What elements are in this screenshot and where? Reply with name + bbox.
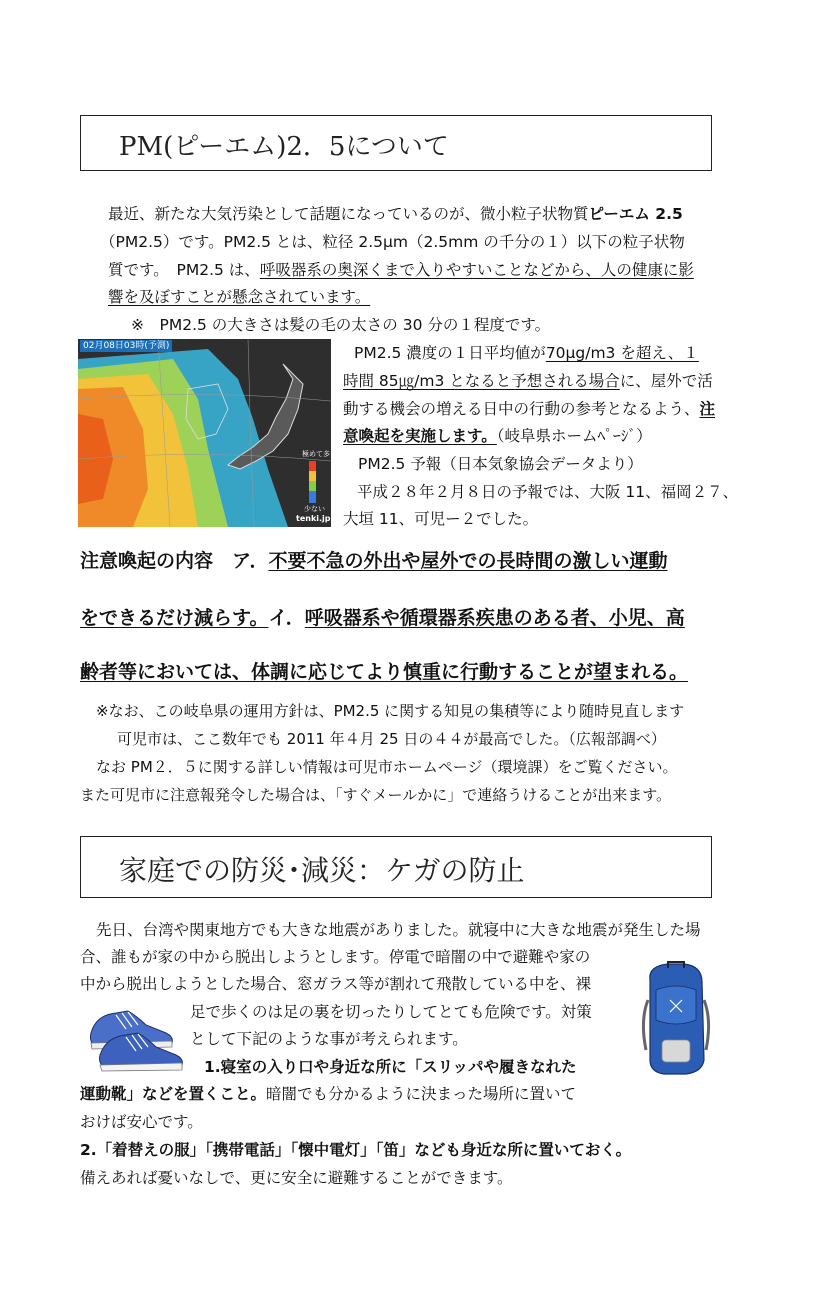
threshold-text: PM2.5 濃度の１日平均値が xyxy=(354,344,546,362)
threshold-line-3 xyxy=(343,397,715,421)
alert-emphasis: 意喚起を実施します。 xyxy=(343,427,497,445)
alert-item-a: 不要不急の外出や屋外での長時間の激しい運動 xyxy=(268,550,668,572)
threshold-line-4 xyxy=(343,424,652,448)
disaster-item-1: 1.寝室の入り口や身近な所に「スリッパや履きなれた xyxy=(204,1058,577,1076)
section1-title-box xyxy=(80,115,712,171)
alert-item-b: 呼吸器系や循環器系疾患のある者、小児、高 xyxy=(304,607,685,629)
alert-line-2 xyxy=(80,603,685,630)
disaster-item-1-bold: 運動靴」などを置くこと。 xyxy=(80,1085,267,1103)
map-timestamp: 02月08日03時(予測) xyxy=(80,340,172,352)
alert-line-1 xyxy=(80,546,668,573)
intro-line-2: （PM2.5）です。PM2.5 とは、粒径 2.5μm（2.5mm の千分の１）以下の粒子状物 xyxy=(100,233,685,251)
map-brand: tenki.jp xyxy=(296,514,331,523)
section1-title: PM(ピーエム)2．5について xyxy=(119,132,449,162)
footer-line-3: なお PM２．５に関する詳しい情報は可児市ホームページ（環境課）をご覧ください。 xyxy=(96,758,678,776)
source-note: （岐阜県ホームﾍﾟｰｼﾞ） xyxy=(496,427,652,445)
alert-emphasis: 注 xyxy=(699,400,716,418)
disaster-line-2: 合、誰もが家の中から脱出しようとします。停電で暗闇の中で避難や家の xyxy=(80,948,591,966)
sneakers-illustration xyxy=(86,1003,186,1073)
map-legend-bottom: 少ない xyxy=(304,505,325,513)
alert-line-3: 齢者等においては、体調に応じてより慎重に行動することが望まれる。 xyxy=(80,661,689,683)
footer-line-2: 可児市は、ここ数年でも 2011 年４月 25 日の４４が最高でした。（広報部調べ） xyxy=(117,730,666,748)
threshold-line-1 xyxy=(354,341,699,365)
disaster-item-1-cont xyxy=(80,1082,576,1106)
threshold-text: 動する機会の増える日中の行動の参考となるよう、 xyxy=(343,400,700,418)
alert-label: 注意喚起の内容 ア． xyxy=(80,550,269,572)
pm25-term: ピーエム 2.5 xyxy=(588,205,683,223)
intro-text: 質です。 PM2.5 は、 xyxy=(108,261,260,279)
disaster-closing: 備えあれば憂いなしで、更に安全に避難することができます。 xyxy=(80,1169,513,1187)
disaster-line-5: として下記のような事が考えられます。 xyxy=(190,1030,468,1048)
map-graphic xyxy=(78,339,331,527)
disaster-line-8: おけば安心です。 xyxy=(80,1113,203,1131)
pm25-forecast-map xyxy=(78,339,337,527)
size-note: ※ PM2.5 の大きさは髪の毛の太さの 30 分の１程度です。 xyxy=(131,316,551,334)
section2-title-box xyxy=(80,836,712,898)
disaster-line-1: 先日、台湾や関東地方でも大きな地震がありました。就寝中に大きな地震が発生した場 xyxy=(96,921,701,939)
threshold-line-2 xyxy=(343,369,713,393)
threshold-text: に、屋外で活 xyxy=(619,372,713,390)
forecast-line-1: 平成２８年２月８日の予報では、大阪 11、福岡２７、 xyxy=(357,483,739,501)
section2-title: 家庭での防災･減災：ケガの防止 xyxy=(119,854,525,887)
alert-item-a-cont: をできるだけ減らす。 xyxy=(80,607,269,629)
disaster-line-4: 足で歩くのは足の裏を切ったりしてとても危険です。対策 xyxy=(190,1003,592,1021)
intro-underlined: 呼吸器系の奥深くまで入りやすいことなどから、人の健康に影 xyxy=(259,261,694,279)
backpack-illustration xyxy=(640,960,712,1078)
forecast-line-2: 大垣 11、可児ー２でした。 xyxy=(343,510,539,528)
threshold-hourly: 時間 85㎍/m3 となると予想される場合 xyxy=(343,372,620,390)
footer-line-4: また可児市に注意報発令した場合は、「すぐメールかに」で連絡うけることが出来ます。 xyxy=(80,786,672,804)
intro-line-1 xyxy=(108,202,683,226)
intro-text: 最近、新たな大気汚染として話題になっているのが、微小粒子状物質 xyxy=(108,205,589,223)
footer-line-1: ※なお、この岐阜県の運用方針は、PM2.5 に関する知見の集積等により随時見直します xyxy=(96,702,685,720)
threshold-value: 70μg/m3 を超え、１ xyxy=(545,344,699,362)
map-legend-top: 極めて多い xyxy=(302,450,337,458)
intro-line-4: 響を及ぼすことが懸念されています。 xyxy=(108,288,371,306)
disaster-line-3: 中から脱出しようとした場合、窓ガラス等が割れて飛散している中を、裸 xyxy=(80,975,592,993)
alert-label-b: イ． xyxy=(268,607,305,629)
forecast-heading: PM2.5 予報（日本気象協会データより） xyxy=(358,455,643,473)
disaster-item-2: 2.「着替えの服」「携帯電話」「懐中電灯」「笛」なども身近な所に置いておく。 xyxy=(80,1141,632,1159)
disaster-text: 暗闇でも分かるように決まった場所に置いて xyxy=(266,1085,577,1103)
intro-line-3 xyxy=(108,258,694,282)
